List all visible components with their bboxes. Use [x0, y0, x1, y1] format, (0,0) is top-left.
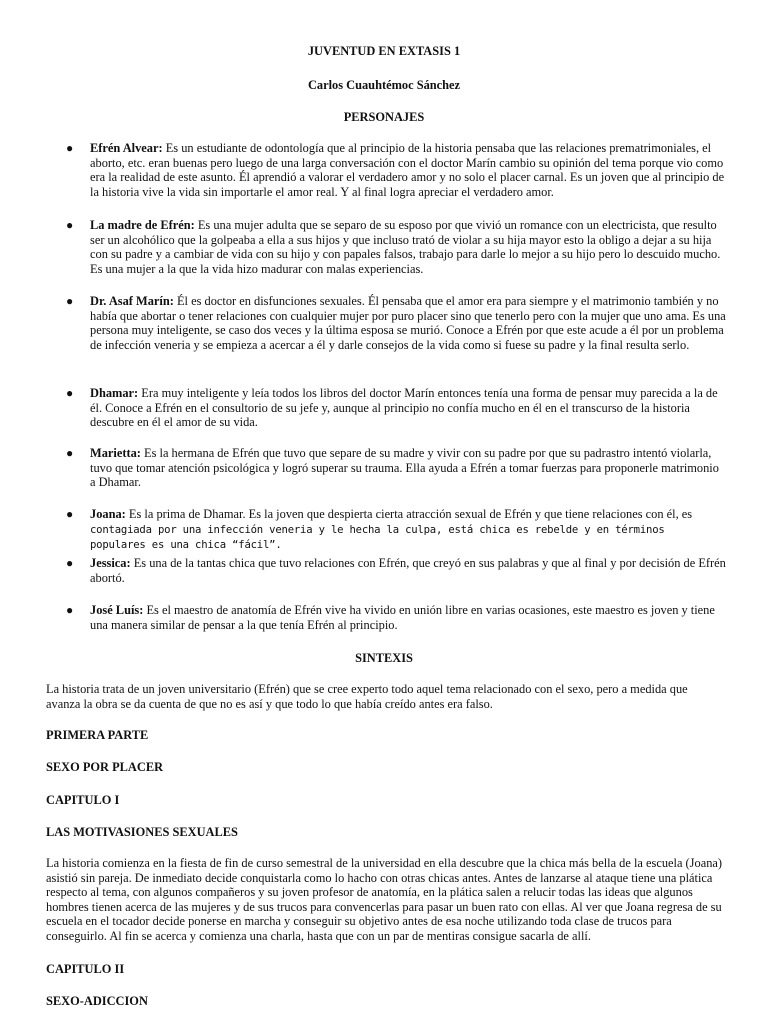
chapter-2-title: SEXO-ADICCION	[46, 994, 148, 1008]
characters-heading: PERSONAJES	[343, 110, 425, 124]
bullet-icon: ●	[66, 507, 74, 521]
character-name: José Luís:	[90, 603, 144, 617]
character-item	[90, 603, 726, 632]
bullet-icon: ●	[66, 556, 74, 570]
bullet-icon: ●	[66, 294, 74, 308]
character-description: Es un estudiante de odontología que al principio de la historia pensaba que las relaciones prematrimoniales, el aborto, etc. eran buenas pero luego de una larga conversación con el doctor Marín cambio su opinión del tema porque vio como era la realidad de este asunto. Él aprendió a valorar el verdadero amor y no solo el placer carnal. Es un joven que al principio de la historia vive la vida sin importarle el amor real. Y al final logra apreciar el verdadero amor.	[90, 141, 725, 199]
character-item	[90, 556, 726, 585]
part-heading: PRIMERA PARTE	[46, 728, 149, 742]
part-subheading: SEXO POR PLACER	[46, 760, 164, 774]
character-description: Es el maestro de anatomía de Efrén vive ha vivido en unión libre en varias ocasiones, este maestro es joven y tiene una manera similar de pensar a la que tenía Efrén al principio.	[90, 603, 715, 632]
bullet-icon: ●	[66, 386, 74, 400]
document-title: JUVENTUD EN EXTASIS 1	[307, 44, 461, 58]
bullet-icon: ●	[66, 446, 74, 460]
character-item	[90, 141, 726, 199]
character-name: Joana:	[90, 507, 126, 521]
character-description: Era muy inteligente y leía todos los libros del doctor Marín entonces tenía una forma de pensar muy parecida a la de él. Conoce a Efrén en el consultorio de su jefe y, aunque al principio no confía mucho en él en el transcurso de la historia descubre en él el amor de su vida.	[90, 386, 718, 430]
character-name: Dr. Asaf Marín:	[90, 294, 174, 308]
chapter-2-heading: CAPITULO II	[46, 962, 125, 976]
character-name: Marietta:	[90, 446, 141, 460]
synthesis-heading: SINTEXIS	[355, 651, 413, 665]
character-name: Dhamar:	[90, 386, 139, 400]
character-description: Es una de la tantas chica que tuvo relaciones con Efrén, que creyó en sus palabras y que al final y por decisión de Efrén abortó.	[90, 556, 726, 585]
character-name: Jessica:	[90, 556, 131, 570]
synthesis-paragraph: La historia trata de un joven universitario (Efrén) que se cree experto todo aquel tema relacionado con el sexo, pero a medida que avanza la obra se da cuenta de que no es así y que todo lo que había creído antes era falso.	[46, 682, 688, 711]
bullet-icon: ●	[66, 603, 74, 617]
character-item	[90, 294, 726, 352]
chapter-1-paragraph: La historia comienza en la fiesta de fin de curso semestral de la universidad en ella descubre que la chica más bella de la escuela (Joana) asistió sin pareja. De inmediato decide conquistarla como lo hacho con otras chicas antes. Antes de lanzarse al ataque tiene una plática respecto al tema, con algunos compañeros y su joven profesor de anatomía, en la plática salen a relucir todas las ideas que algunos hombres tienen acerca de las mujeres y de sus trucos para convencerlas para pasar un buen rato con ellas. Al ver que Joana regresa de su escuela en el tocador decide ponerse en marcha y conseguir su objetivo antes de esa noche utilizando toda clase de trucos para conseguirlo. Al fin se acerca y comienza una charla, hasta que con un par de mentiras consigue sacarla de allí.	[46, 856, 723, 943]
chapter-1-title: LAS MOTIVASIONES SEXUALES	[46, 825, 238, 839]
document-author: Carlos Cuauhtémoc Sánchez	[307, 78, 461, 92]
character-description: Él es doctor en disfunciones sexuales. Él pensaba que el amor era para siempre y el matrimonio también y no había que abortar o tener relaciones con cualquier mujer por puro placer sino que tenerlo pero con la mujer que uno ama. Es una persona muy inteligente, se caso dos veces y la última esposa se murió. Conoce a Efrén por que este acude a él por un problema de infección veneria y se empieza a acercar a él y darle consejos de la vida como si fuese su padre y la final resulta serlo.	[90, 294, 726, 352]
character-name: La madre de Efrén:	[90, 218, 195, 232]
bullet-icon: ●	[66, 218, 74, 232]
character-item	[90, 218, 726, 276]
character-description: Es una mujer adulta que se separo de su esposo por que vivió un romance con un electricista, que resulto ser un alcohólico que la golpeaba a ella a sus hijos y que incluso trató de violar a su hija mayor esto la obligo a dejar a su hija con su padre y a cambiar de vida con su hijo y con papales falsos, trabajo para darle lo mejor a su hijo pero lo descuido mucho. Es una mujer a la que la vida hizo madurar con malas experiencias.	[90, 218, 721, 276]
character-description: Es la hermana de Efrén que tuvo que separe de su madre y vivir con su padre por que su padrastro intentó violarla, tuvo que tomar atención psicológica y logró superar su trauma. Ella ayuda a Efrén a tomar fuerzas para proponerle matrimonio a Dhamar.	[90, 446, 719, 490]
chapter-1-heading: CAPITULO I	[46, 793, 120, 807]
character-item	[90, 507, 726, 553]
bullet-icon: ●	[66, 141, 74, 155]
character-item	[90, 446, 726, 490]
character-description-continuation: contagiada por una infección veneria y le hecha la culpa, está chica es rebelde y en términos populares es una chica “fácil”.	[90, 523, 665, 552]
character-description: Es la prima de Dhamar. Es la joven que despierta cierta atracción sexual de Efrén y que tiene relaciones con él, es	[128, 507, 693, 521]
character-item	[90, 386, 726, 430]
character-name: Efrén Alvear:	[90, 141, 163, 155]
